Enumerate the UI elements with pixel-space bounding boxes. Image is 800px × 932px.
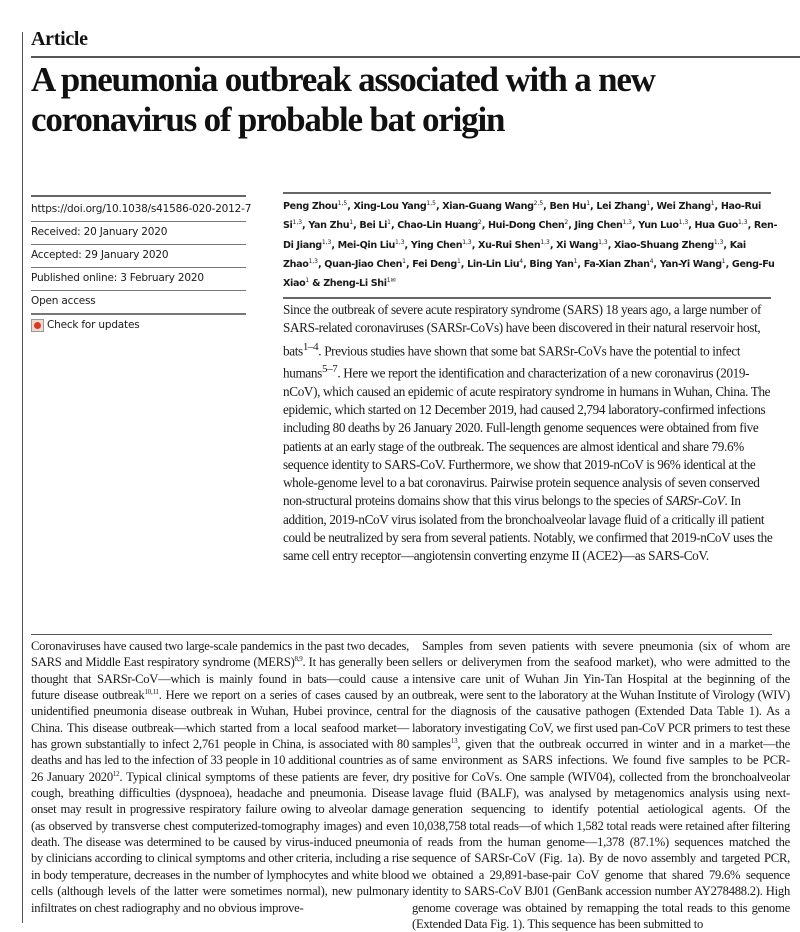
author-separator: , [460, 258, 468, 270]
author-separator: , [653, 258, 660, 270]
citation-ref[interactable]: 5–7 [321, 363, 338, 376]
crossmark-icon [31, 319, 44, 332]
author-name[interactable]: Zheng-Li Shi [323, 278, 387, 290]
body-column-right [412, 638, 790, 932]
author-name[interactable]: Ben Hu [549, 201, 587, 212]
article-metadata [31, 195, 252, 337]
author-affiliation: 1,3 [540, 238, 550, 246]
author-affiliation: 1,3 [308, 257, 318, 265]
metadata-divider [31, 195, 246, 197]
author-affiliation: 1 [721, 257, 726, 265]
author-name[interactable]: Xi Wang [556, 239, 599, 251]
author-affiliation: 1,3 [462, 238, 472, 246]
body-text: . Here we report on a series of cases caused by an unidentified pneumonia disease outbreak in Wuhan, Hubei province, central China. This disease outbreak—which started from a local seafood market—has grown substantially to infect 2,761 people in China, is associated with 80 deaths and has led to the infection of 33 people in 10 additional countries as of 26 January 2020 [31, 688, 409, 784]
body-text: Coronaviruses have caused two large-scale pandemics in the past two decades, SARS and Middle East respiratory syndrome (MERS) [31, 639, 409, 670]
author-separator: , [543, 201, 550, 212]
author-affiliation: 1,3 [678, 219, 689, 227]
author-separator: , [331, 239, 338, 251]
body-text: . It has generally been thought that SARSr-CoV—which is mainly found in bats—could cause a future disease outbreak [31, 655, 409, 703]
author-separator: , [390, 220, 398, 232]
author-affiliation: 1✉ [386, 277, 396, 285]
author-name[interactable]: Quan-Jiao Chen [324, 258, 403, 270]
author-separator: , [318, 258, 325, 270]
author-separator: , [353, 220, 360, 232]
author-affiliation: 1,3 [738, 219, 748, 227]
author-affiliation: 2 [564, 219, 569, 227]
citation-ref[interactable]: 12 [112, 769, 120, 778]
author-name[interactable]: Jing Chen [574, 220, 623, 232]
author-separator: , [471, 239, 479, 251]
author-separator: , [568, 220, 575, 232]
author-name[interactable]: Wei Zhang [656, 201, 711, 212]
section-label: Article [31, 28, 88, 50]
citation-ref[interactable]: 13 [450, 737, 458, 746]
author-name[interactable]: Ying Chen [410, 239, 463, 251]
author-name[interactable]: Mei-Qin Liu [337, 239, 395, 251]
author-separator: , [435, 201, 443, 212]
received-date: Received: 20 January 2020 [31, 222, 246, 245]
body-text: , given that the outbreak occurred in winter and in a market—the same environment as SARS infections. We found five samples to be PCR-positive for CoVs. One sample (WIV04), collected from the bronchoalveolar lavage fluid (BALF), was analysed by metagenomics analysis using next-generation sequencing to identify potential aetiological agents. Of the 10,038,758 total reads—of which 1,582 total reads were retained after filtering of reads from the human genome—1,378 (87.1%) sequences matched the sequence of SARSr-CoV (Fig. 1a). By de novo assembly and targeted PCR, we obtained a 29,891-base-pair CoV genome that shared 79.6% sequence identity to SARS-CoV BJ01 (GenBank accession number AY278488.2). High genome coverage was obtained by remapping the total reads to this genome (Extended Data Fig. 1). This sequence has been submitted to [412, 737, 790, 931]
author-separator: , [747, 220, 754, 232]
citation-ref[interactable]: 1–4 [302, 340, 319, 353]
abstract-text: Since the outbreak of severe acute respiratory syndrome (SARS) 18 years ago, a large number of SARS-related coronaviruses (SARSr-CoVs) have been discovered in their natural reservoir host, bats [283, 302, 762, 358]
author-affiliation: 1 [646, 200, 651, 207]
author-affiliation: 1,3 [622, 219, 632, 227]
abstract-text: . Here we report the identification and characterization of a new coronavirus (2019-nCoV), which caused an epidemic of acute respiratory syndrome in humans in Wuhan, China. The epidemic, which started on 12 December 2019, had caused 2,794 laboratory-confirmed infections including 80 deaths by 26 January 2020. Full-length genome sequences were obtained from five patients at an early stage of the outbreak. The sequences are almost identical and share 79.6% sequence identity to SARS-CoV. Furthermore, we show that 2019-nCoV is 96% identical at the whole-genome level to a bat coronavirus. Pairwise protein sequence analysis of seven conserved non-structural proteins domains show that this virus belongs to the species of [283, 365, 771, 509]
published-date: Published online: 3 February 2020 [31, 268, 246, 291]
author-affiliation: 1,3 [321, 238, 332, 246]
author-separator: , [650, 201, 657, 212]
check-for-updates-label: Check for updates [47, 319, 140, 331]
author-separator: , [725, 258, 732, 270]
author-name[interactable]: Xian-Guang Wang [442, 201, 534, 212]
abstract [283, 301, 783, 565]
author-separator: , [302, 220, 309, 232]
author-affiliation: 1 [387, 219, 391, 227]
author-name[interactable]: Hua Guo [694, 220, 739, 232]
citation-ref[interactable]: 8,9 [294, 655, 303, 664]
author-name[interactable]: Ren-Di Jiang [283, 220, 778, 251]
doi-link[interactable]: https://doi.org/10.1038/s41586-020-2012-7 [31, 199, 246, 222]
species-name: SARSr-CoV [665, 493, 725, 509]
author-affiliation: 1,3 [395, 238, 405, 246]
page-left-border [22, 32, 23, 923]
author-separator: , [404, 239, 411, 251]
author-affiliation: 4 [649, 257, 654, 265]
article-title: A pneumonia outbreak associated with a new coronavirus of probable bat origin [31, 60, 655, 139]
author-name[interactable]: Chao-Lin Huang [397, 220, 478, 232]
author-affiliation: 1,5 [337, 200, 348, 207]
author-name[interactable]: Xing-Lou Yang [353, 201, 427, 212]
author-affiliation: 2,5 [533, 200, 544, 207]
author-name[interactable]: Xu-Rui Shen [478, 239, 541, 251]
author-affiliation: 1 [710, 200, 715, 207]
author-name[interactable]: Yun Luo [638, 220, 679, 232]
author-affiliation: 4 [519, 257, 524, 265]
author-name[interactable]: Hui-Dong Chen [487, 220, 565, 232]
author-name[interactable]: Lei Zhang [596, 201, 647, 212]
author-affiliation: 1,3 [292, 219, 303, 227]
accepted-date: Accepted: 29 January 2020 [31, 245, 246, 268]
abstract-text: . In addition, 2019-nCoV virus isolated from the bronchoalveolar lavage fluid of a critically ill patient could be neutralized by sera from several patients. Notably, we confirmed that 2019-nCoV uses the same cell entry receptor—angiotensin converting enzyme II (ACE2)—as SARS-CoV. [283, 493, 773, 564]
author-separator: , [632, 220, 639, 232]
author-affiliation: 2 [477, 219, 482, 227]
author-name[interactable]: Yan-Yi Wang [659, 258, 722, 270]
author-name[interactable]: Yan Zhu [308, 220, 350, 232]
author-separator: , [405, 258, 413, 270]
author-affiliation: 1,5 [426, 200, 436, 207]
body-text: . Typical clinical symptoms of these patients are fever, dry cough, breathing difficulties (dyspnoea), headache and pneumonia. Disease onset may result in progressive respiratory failure owing to alveolar damage (as observed by transverse chest computerized-tomography images) and even death. The disease was determined to be caused by virus-induced pneumonia by clinicians according to clinical symptoms and other criteria, including a rise in body temperature, decreases in the number of lymphocytes and white blood cells (although levels of the latter were sometimes normal), new pulmonary infiltrates on chest radiography and no obvious improve- [31, 769, 409, 915]
author-name[interactable]: Peng Zhou [283, 201, 338, 212]
check-for-updates-button[interactable] [31, 315, 246, 337]
author-separator: , [714, 201, 721, 212]
author-separator: , [549, 239, 557, 251]
author-name[interactable]: Lin-Lin Liu [467, 258, 520, 270]
author-separator: , [577, 258, 584, 270]
author-separator: , [523, 258, 530, 270]
body-column-left [31, 638, 409, 916]
author-separator: , [723, 239, 730, 251]
author-affiliation: 1 [573, 257, 578, 265]
author-name[interactable]: Bei Li [359, 220, 388, 232]
author-name[interactable]: Kai Zhao [283, 239, 746, 270]
author-affiliation: 1,3 [713, 238, 724, 246]
body-divider [31, 634, 772, 635]
author-affiliation: 1 [402, 257, 406, 265]
author-affiliation: 1 [305, 277, 310, 285]
author-separator: , [607, 239, 614, 251]
author-list [283, 196, 783, 292]
author-name[interactable]: Hao-Rui Si [283, 201, 761, 232]
author-name[interactable]: Fei Deng [412, 258, 457, 270]
citation-ref[interactable]: 10,11 [144, 688, 159, 697]
header-divider [31, 56, 800, 58]
body-text: Samples from seven patients with severe pneumonia (six of whom are sellers or deliverymen from the seafood market), who were admitted to the intensive care unit of Wuhan Jin Yin-Tan Hospital at the beginning of the outbreak, were sent to the laboratory at the Wuhan Institute of Virology (WIV) for the diagnosis of the causative pathogen (Extended Data Table 1). As a laboratory investigating CoV, we first used pan-CoV PCR primers to test these samples [412, 639, 790, 752]
authors-divider [283, 192, 771, 194]
author-affiliation: 1 [586, 200, 591, 207]
author-name[interactable]: Bing Yan [529, 258, 574, 270]
author-affiliation: 1 [349, 219, 354, 227]
author-name[interactable]: Fa-Xian Zhan [583, 258, 650, 270]
author-separator: , [590, 201, 597, 212]
author-affiliation: 1,3 [598, 238, 608, 246]
author-separator: , [347, 201, 354, 212]
author-separator: , [481, 220, 488, 232]
author-name[interactable]: Xiao-Shuang Zheng [614, 239, 714, 251]
author-separator: , [688, 220, 695, 232]
author-separator: & [309, 278, 324, 290]
open-access-label: Open access [31, 291, 246, 315]
abstract-divider [283, 297, 771, 299]
author-name[interactable]: Geng-Fu Xiao [283, 258, 775, 290]
abstract-text: . Previous studies have shown that some bat SARSr-CoVs have the potential to infect humans [283, 342, 741, 381]
author-affiliation: 1 [456, 257, 461, 265]
